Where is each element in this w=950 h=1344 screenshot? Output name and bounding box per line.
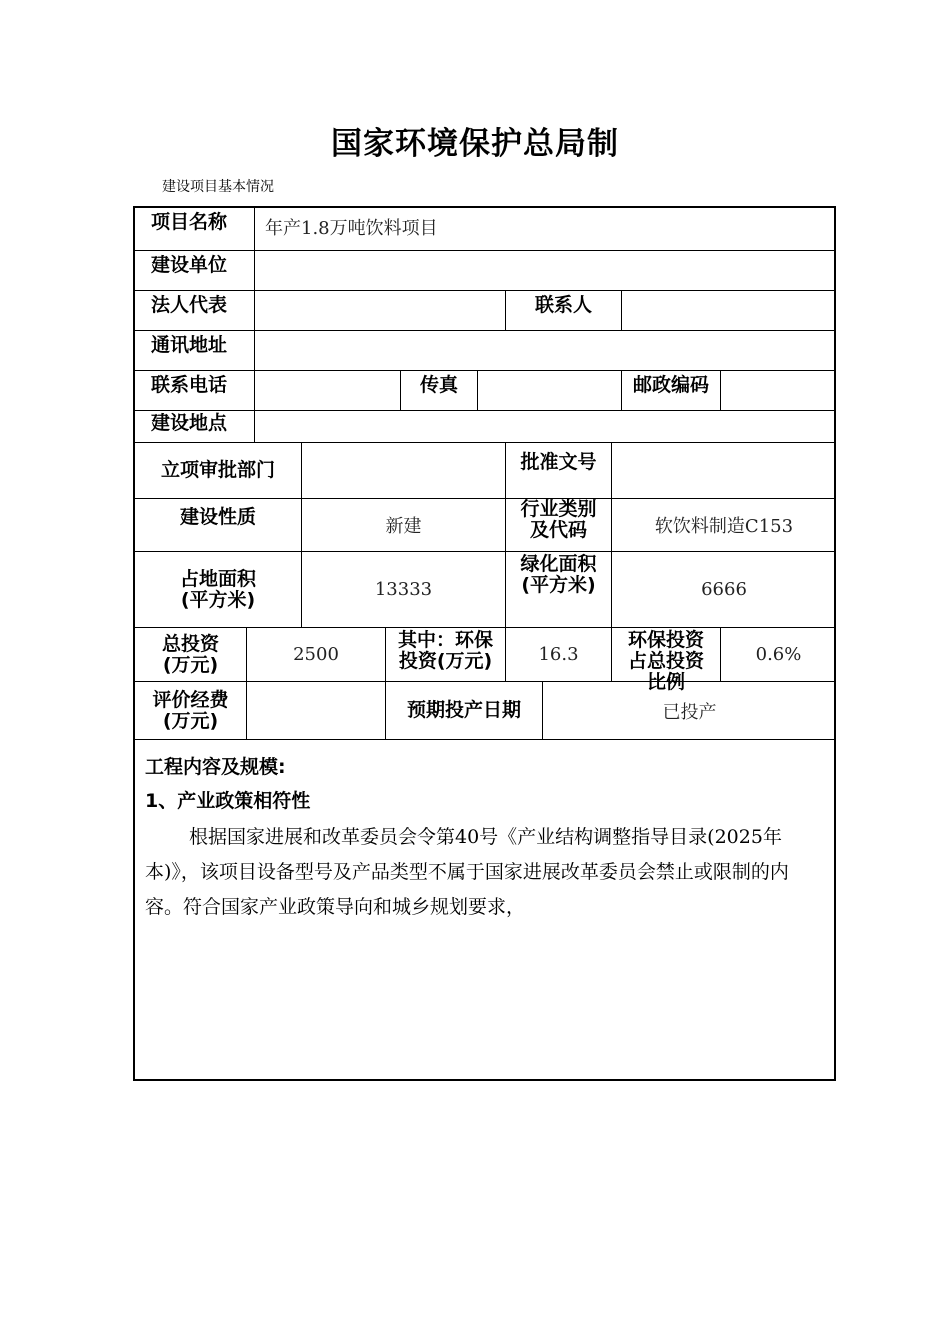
industry-value: 软饮料制造C153 <box>654 516 794 537</box>
contact-person-label: 联系人 <box>506 291 622 330</box>
legal-rep-value <box>255 291 506 330</box>
fax-label: 传真 <box>401 371 478 410</box>
env-invest-label: 其中：环保投资(万元) <box>386 628 506 681</box>
legal-rep-label: 法人代表 <box>135 291 255 330</box>
location-value <box>255 411 836 442</box>
row-address <box>135 331 834 371</box>
green-value: 6666 <box>701 579 747 600</box>
nature-value: 新建 <box>302 499 506 551</box>
green-label: 绿化面积(平方米) <box>506 552 612 627</box>
page-title: 国家环境保护总局制 <box>331 126 619 162</box>
location-label: 建设地点 <box>135 411 255 442</box>
build-unit-label: 建设单位 <box>135 251 255 290</box>
phone-value <box>255 371 401 410</box>
invest-value: 2500 <box>247 628 386 681</box>
row-project-name <box>135 208 834 251</box>
approval-no-label: 批准文号 <box>506 443 612 498</box>
eval-fee-label: 评价经费(万元) <box>135 682 247 739</box>
contact-person-value <box>622 291 836 330</box>
address-label: 通讯地址 <box>135 331 255 370</box>
section1-paragraph: 根据国家进展和改革委员会令第40号《产业结构调整指导目录(2025年本)》，该项目设备型号及产品类型不属于国家进展改革委员会禁止或限制的内容。符合国家产业政策导向和城乡规划要求， <box>145 826 789 918</box>
prod-date-label: 预期投产日期 <box>386 682 543 739</box>
env-ratio-label: 环保投资占总投资比例 <box>612 628 721 681</box>
project-info-table <box>133 206 836 1081</box>
prod-date-value: 已投产 <box>662 701 717 723</box>
section1-title: 1、产业政策相符性 <box>145 790 311 812</box>
area-value: 13333 <box>302 552 506 627</box>
address-value <box>255 331 836 370</box>
row-approval <box>135 443 834 499</box>
project-content-section <box>135 740 834 925</box>
build-unit-value <box>255 251 836 290</box>
phone-label: 联系电话 <box>135 371 255 410</box>
row-eval-fee <box>135 682 834 740</box>
project-name-value: 年产1.8万吨饮料项目 <box>265 218 438 239</box>
nature-label: 建设性质 <box>135 499 302 551</box>
postcode-value <box>721 371 836 410</box>
row-area <box>135 552 834 628</box>
industry-label: 行业类别及代码 <box>506 499 612 551</box>
project-name-label: 项目名称 <box>135 208 255 250</box>
area-label: 占地面积(平方米) <box>135 552 302 627</box>
approval-no-value <box>612 443 836 498</box>
row-phone <box>135 371 834 411</box>
row-build-unit <box>135 251 834 291</box>
postcode-label: 邮政编码 <box>622 371 721 410</box>
row-nature <box>135 499 834 552</box>
approval-dept-value <box>302 443 506 498</box>
row-location <box>135 411 834 443</box>
page-subtitle: 建设项目基本情况 <box>162 179 274 195</box>
row-investment <box>135 628 834 693</box>
content-heading: 工程内容及规模: <box>145 756 286 778</box>
invest-label: 总投资(万元) <box>135 628 247 681</box>
row-legal-rep <box>135 291 834 331</box>
fax-value <box>478 371 622 410</box>
env-invest-value: 16.3 <box>506 628 612 681</box>
env-ratio-value: 0.6% <box>755 644 802 665</box>
eval-fee-value <box>247 682 386 739</box>
approval-dept-label: 立项审批部门 <box>135 443 302 498</box>
